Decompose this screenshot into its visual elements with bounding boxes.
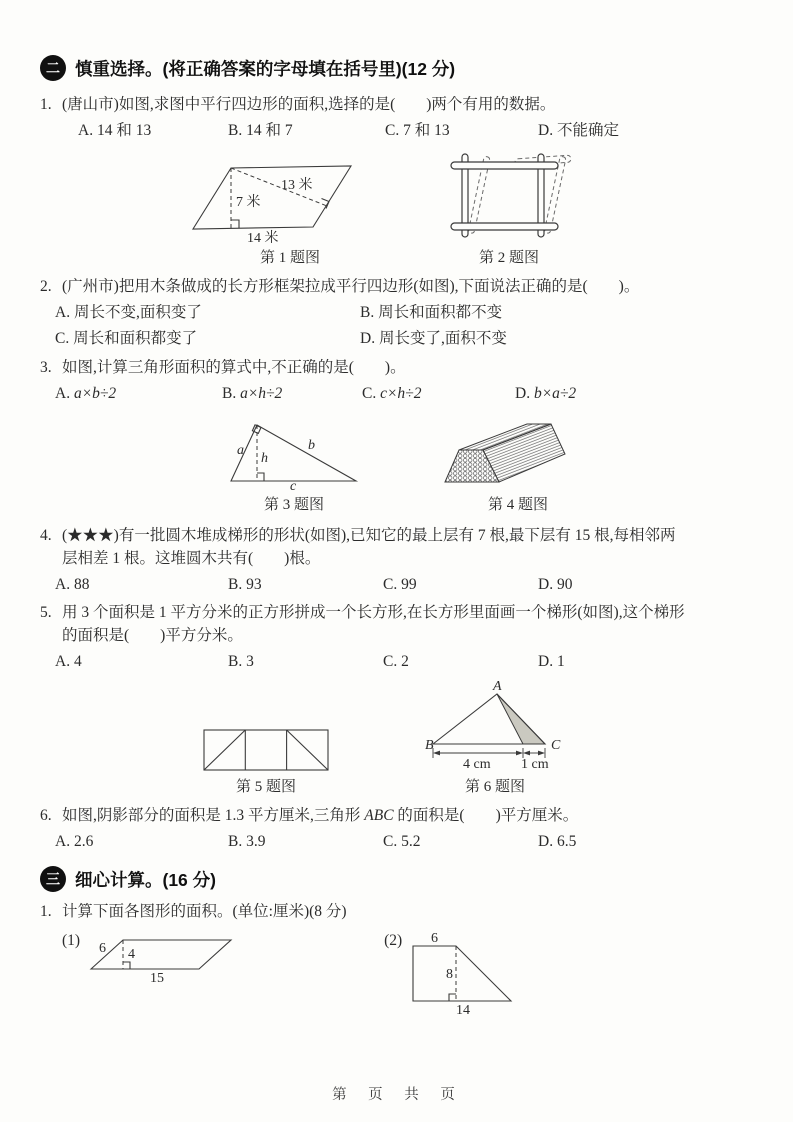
s3-q1-text: 计算下面各图形的面积。(单位:厘米)(8 分) <box>62 903 347 920</box>
calc-fig2-base-label: 14 <box>456 1003 471 1015</box>
figure-6-block <box>425 680 565 796</box>
question-5-number: 5. <box>40 604 52 621</box>
q3-option-b: B. a×h÷2 <box>222 385 283 402</box>
calc-figure-2-tag: (2) <box>384 932 403 949</box>
q4-option-d: D. 90 <box>538 576 573 593</box>
question-3-text: 如图,计算三角形面积的算式中,不正确的是( )。 <box>62 359 406 376</box>
question-2 <box>40 275 765 298</box>
calc-figure-1-tag: (1) <box>62 932 81 949</box>
triangle-figure-3 <box>228 419 360 490</box>
question-4 <box>40 524 765 570</box>
q6-option-d: D. 6.5 <box>538 833 577 850</box>
section3-number-icon: 三 <box>40 866 66 892</box>
fig3-base-c-label: c <box>290 479 297 490</box>
q6-option-b: B. 3.9 <box>228 833 266 850</box>
question-1-number: 1. <box>40 96 52 113</box>
fig6-vertex-a-label: A <box>493 680 502 694</box>
question-2-number: 2. <box>40 278 52 295</box>
q5-option-b: B. 3 <box>228 653 254 670</box>
log-pile-figure-4 <box>443 414 593 490</box>
figure-2-block <box>445 151 573 267</box>
calc-fig2-height-label: 8 <box>446 967 454 982</box>
section2-number-icon: 二 <box>40 55 66 81</box>
calc-figure-1-block <box>62 931 238 983</box>
figure-1-block <box>185 161 395 267</box>
question-5-text-line2: 的面积是( )平方分米。 <box>62 627 243 644</box>
question-1-options <box>78 118 765 143</box>
question-5-text-line1: 用 3 个面积是 1 平方分米的正方形拼成一个长方形,在长方形里面画一个梯形(如图),这个梯形 <box>62 604 685 621</box>
wooden-frame-figure-2 <box>445 151 573 243</box>
q6-option-c: C. 5.2 <box>383 833 421 850</box>
q4-option-c: C. 99 <box>383 576 417 593</box>
fig3-side-a-label: a <box>237 443 244 458</box>
figure-4-caption: 第 4 题图 <box>487 497 548 513</box>
q1-option-a: A. 14 和 13 <box>78 122 152 139</box>
calc-fig1-height-label: 4 <box>128 947 136 962</box>
figure-5-caption: 第 5 题图 <box>235 779 296 795</box>
fig6-4cm-label: 4 cm <box>463 757 491 772</box>
calc-fig1-base-label: 15 <box>150 971 165 983</box>
q2-option-a: A. 周长不变,面积变了 <box>55 304 202 321</box>
figure-3-caption: 第 3 题图 <box>263 497 324 513</box>
section2-title: 慎重选择。(将正确答案的字母填在括号里)(12 分) <box>75 58 456 79</box>
fig3-height-h-label: h <box>261 451 268 466</box>
figure-3-block <box>228 419 360 514</box>
q5-option-d: D. 1 <box>538 653 565 670</box>
figure-5-block <box>203 729 329 796</box>
q2-option-b: B. 周长和面积都不变 <box>360 304 503 321</box>
question-1 <box>40 93 765 116</box>
question-6-options <box>55 829 765 854</box>
section3-title: 细心计算。(16 分) <box>75 869 216 890</box>
question-3-number: 3. <box>40 359 52 376</box>
q2-option-d: D. 周长变了,面积不变 <box>360 330 507 347</box>
squares-trapezoid-figure-5 <box>203 729 329 772</box>
calc-fig2-top-label: 6 <box>431 931 439 946</box>
fig1-height-label: 7 米 <box>236 195 261 210</box>
figure-6-caption: 第 6 题图 <box>464 779 525 795</box>
question-6-text-part1: 如图,阴影部分的面积是 1.3 平方厘米,三角形 <box>62 807 365 824</box>
figure-2-caption: 第 2 题图 <box>478 250 539 266</box>
figure-row-4 <box>62 931 765 1015</box>
question-3 <box>40 356 765 379</box>
q3-option-a: A. a×b÷2 <box>55 385 117 402</box>
s3-q1-number: 1. <box>40 903 52 920</box>
triangle-abc-figure-6 <box>425 680 565 772</box>
question-5-options <box>55 649 765 674</box>
q5-option-a: A. 4 <box>55 653 82 670</box>
calc-parallelogram-figure <box>86 931 238 983</box>
question-4-options <box>55 572 765 597</box>
q3-option-d: D. b×a÷2 <box>515 385 577 402</box>
fig6-1cm-label: 1 cm <box>521 757 549 772</box>
figure-row-1 <box>185 151 765 267</box>
q1-option-b: B. 14 和 7 <box>228 122 293 139</box>
figure-row-3 <box>203 680 765 796</box>
question-2-text: (广州市)把用木条做成的长方形框架拉成平行四边形(如图),下面说法正确的是( )。 <box>62 278 640 295</box>
q5-option-c: C. 2 <box>383 653 409 670</box>
section2-header <box>40 55 765 81</box>
page-footer: 第 页 共 页 <box>332 1087 461 1103</box>
question-6-number: 6. <box>40 807 52 824</box>
question-4-text-line1: (★★★)有一批圆木堆成梯形的形状(如图),已知它的最上层有 7 根,最下层有 15 根,每相邻两 <box>62 527 676 544</box>
section3-header <box>40 866 765 892</box>
calc-trapezoid-figure <box>408 931 520 1015</box>
section3-question-1 <box>40 900 765 923</box>
worksheet-content <box>40 55 765 1015</box>
question-4-text-line2: 层相差 1 根。这堆圆木共有( )根。 <box>62 550 321 567</box>
question-4-number: 4. <box>40 527 52 544</box>
fig3-side-b-label: b <box>308 438 315 453</box>
calc-fig1-side-label: 6 <box>99 941 107 956</box>
q4-option-b: B. 93 <box>228 576 262 593</box>
q6-option-a: A. 2.6 <box>55 833 94 850</box>
figure-row-2 <box>228 414 765 514</box>
question-6-text-part2: 的面积是( )平方厘米。 <box>393 807 579 824</box>
question-6-abc: ABC <box>364 807 394 824</box>
q4-option-a: A. 88 <box>55 576 90 593</box>
fig6-vertex-b-label: B <box>425 738 434 753</box>
fig1-diagonal-label: 13 米 <box>281 178 313 193</box>
q3-option-c: C. c×h÷2 <box>362 385 422 402</box>
q1-option-c: C. 7 和 13 <box>385 122 450 139</box>
figure-1-caption: 第 1 题图 <box>259 250 320 266</box>
calc-figure-2-block <box>384 931 520 1015</box>
question-2-options <box>55 300 765 352</box>
parallelogram-figure-1 <box>185 161 395 243</box>
question-1-text: (唐山市)如图,求图中平行四边形的面积,选择的是( )两个有用的数据。 <box>62 96 556 113</box>
q1-option-d: D. 不能确定 <box>538 122 619 139</box>
fig1-base-label: 14 米 <box>247 231 279 243</box>
figure-4-block <box>443 414 593 514</box>
question-6 <box>40 804 765 827</box>
question-5 <box>40 601 765 647</box>
q2-option-c: C. 周长和面积都变了 <box>55 330 198 347</box>
question-3-options <box>55 381 765 406</box>
fig6-vertex-c-label: C <box>551 738 561 753</box>
